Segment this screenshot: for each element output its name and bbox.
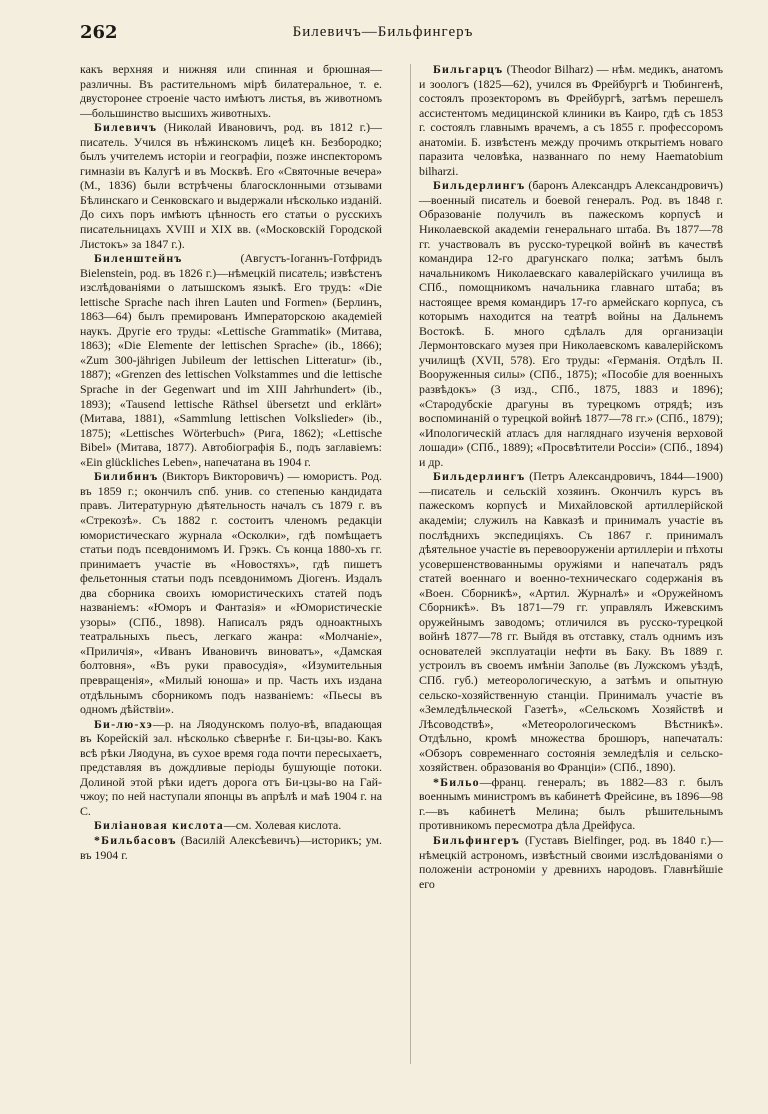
- dictionary-entry: [80, 818, 382, 833]
- entry-headword: Бильдерлингъ: [433, 178, 526, 193]
- entry-continuation: [80, 62, 382, 120]
- entry-text: какъ верхняя и нижняя или спинная и брюшная—различны. Въ растительномъ мірѣ билатеральное, т. е. двусторонее строеніе часто имѣютъ листья, въ животномъ—большинство высшихъ животныхъ.: [80, 62, 382, 120]
- entry-text: (Викторъ Викторовичъ) — юмористъ. Род. въ 1859 г.; окончилъ спб. унив. со степенью кандидата правъ. Литературную дѣятельность началъ съ 1879 г. въ «Стрекозѣ». Съ 1882 г. состоитъ членомъ редакціи юмористическаго журнала «Осколки», гдѣ помѣщаетъ статьи подъ псевдонимомъ И. Грэкъ. Съ конца 1880-хъ гг. принимаетъ участіе въ «Новостяхъ», гдѣ пишетъ фельетонныя статьи подъ псевдонимомъ Діогенъ. Издалъ два сборника своихъ юмористическихъ статей подъ названіемъ: «Юморъ и Фантазія» и «Юмористическіе узоры» (СПб., 1898). Написалъ рядъ одноактныхъ театральныхъ пьесъ, легкаго жанра: «Молчаніе», «Приличія», «Иванъ Ивановичъ виноватъ», «Дамская болтовня», «Въ руки правосудія», «Изумительныя превращенія», «Милый юноша» и пр. Часть ихъ издана отдѣльнымъ сборникомъ подъ названіемъ: «Пьесы въ одномъ дѣйствіи».: [80, 469, 382, 717]
- entry-headword: Бильфингеръ: [433, 832, 520, 847]
- dictionary-entry: [80, 717, 382, 819]
- dictionary-entry: [419, 62, 723, 178]
- entry-headword: Билевичъ: [94, 120, 158, 135]
- entry-headword: *Бильбасовъ: [94, 832, 177, 847]
- entry-text: (Василій Алексѣевичъ)—историкъ; ум. въ 1904 г.: [80, 832, 382, 862]
- dictionary-entry: [80, 469, 382, 716]
- dictionary-entry: [419, 178, 723, 469]
- entry-headword: Бильгарцъ: [433, 62, 504, 76]
- page-header: [80, 22, 686, 48]
- entry-headword: *Бильо: [433, 774, 480, 789]
- dictionary-entry: [80, 251, 382, 469]
- dictionary-entry: [419, 833, 723, 891]
- entry-headword: Биленштейнъ: [94, 251, 183, 266]
- entry-text: (Theodor Bilharz) — нѣм. медикъ, анатомъ и зоологъ (1825—62), учился въ Фрейбургѣ и Тюбингенѣ, состоялъ прозекторомъ въ Фрейбургѣ, затѣмъ перешелъ ассистентомъ медицинской клиники въ Каиро, гдѣ съ 1853 г. состоялъ главнымъ врачемъ, а съ 1855 г. профессоромъ анатоміи. Б. извѣстенъ между прочимъ открытіемъ новаго паразита человѣка, названнаго по нему Haematobium bilharzi.: [419, 62, 723, 178]
- entry-headword: Бильдерлингъ: [433, 469, 526, 484]
- entry-headword: Билибинъ: [94, 469, 159, 484]
- entry-text: (Августъ-Іоганнъ-Готфридъ Bielenstein, род. въ 1826 г.)—нѣмецкій писатель; извѣстенъ изслѣдованіями о латышскомъ языкѣ. Его трудъ: «Die lettische Sprache nach ihren Lauten und Formen» (Берлинъ, 1863—64) былъ премированъ Императорскою академіей наукъ. Другіе его труды: «Lettische Grammatik» (Митава, 1863); «Die Elemente der lettischen Sprache» (ib., 1866); «Zum 300-jährigen Jubileum der lettischen Litteratur» (ib., 1887); «Grenzen des lettischen Volkstammes und die lettische Sprache in der Gegenwart und im XIII Jahrhundert» (ib., 1893); «Tausend lettische Räthsel übersetzt und erklärt» (Митава, 1881), «Sammlung lettischen Volkslieder» (ib., 1875); «Lettisches Wörterbuch» (Рига, 1862); «Lettische Bibel» (Митава, 1877). Автобіографія Б., подъ заглавіемъ: «Ein glückliches Leben», напечатана въ 1904 г.: [80, 251, 382, 469]
- left-column: [80, 62, 382, 862]
- column-divider: [410, 64, 411, 1064]
- page-number: 262: [80, 22, 118, 43]
- entry-text: (Николай Ивановичъ, род. въ 1812 г.)—писатель. Учился въ нѣжинскомъ лицеѣ кн. Безбородко; былъ учителемъ исторіи и географіи, позже инспекторомъ гимназіи въ Калугѣ и въ Москвѣ. Его «Святочные вечера» (М., 1836) были встрѣчены благосклонными отзывами Бѣлинскаго и Сенковскаго и выдержали нѣсколько изданій. До сихъ поръ имѣютъ цѣнность его статьи о русскихъ писательницахъ XVIII и XIX вв. («Московскій Городской Листокъ» за 1847 г.).: [80, 120, 382, 251]
- dictionary-entry: [80, 833, 382, 862]
- entry-text: —см. Холевая кислота.: [223, 818, 342, 833]
- dictionary-entry: [419, 775, 723, 833]
- running-head: Билевичъ—Бильфингеръ: [292, 24, 474, 40]
- entry-text: —франц. генералъ; въ 1882—83 г. былъ военнымъ министромъ въ кабинетѣ Фрейсине, въ 1896—98 г.—въ кабинетѣ Мелина; былъ рѣшительнымъ противникомъ пересмотра дѣла Дрейфуса.: [419, 774, 723, 833]
- entry-text: (баронъ Александръ Александровичъ)—военный писатель и боевой генералъ. Род. въ 1848 г. Образованіе получилъ въ пажескомъ корпусѣ и Николаевской академіи генеральнаго штаба. Въ 1877—78 гг. участвовалъ въ русско-турецкой войнѣ въ качествѣ командира 12-го драгунскаго полка; затѣмъ былъ начальникомъ Николаевскаго кавалерійскаго училища въ СПб., помощникомъ начальника главнаго штаба; въ настоящее время командиръ 17-го армейскаго корпуса, съ которымъ находится на театрѣ войны на Дальнемъ Востокѣ. Б. много сдѣлалъ для организаціи Лермонтовскаго музея при Николаевскомъ кавалерійскомъ училищѣ (XVII, 578). Его труды: «Германія. Отдѣлъ II. Вооруженныя силы» (СПб., 1875); «Пособіе для военныхъ развѣдокъ» (3 изд., СПб., 1875, 1883 и 1896); «Стародубскіе драгуны въ турецкомъ отрядѣ; изъ воспоминаній о турецкой войнѣ 1877—78 гг.» (СПб., 1879); «Ипологическій атласъ для нагляднаго изученія верховой лошади» (СПб., 1889); «Просвѣтители Россіи» (СПб., 1894) и др.: [419, 178, 723, 469]
- entry-text: (Густавъ Bielfinger, род. въ 1840 г.)—нѣмецкій астрономъ, извѣстный своими изслѣдованіями о положеніи астрономіи у древнихъ народовъ. Главнѣйшіе его: [419, 832, 723, 891]
- dictionary-entry: [80, 120, 382, 251]
- entry-headword: Би-лю-хэ: [94, 716, 153, 731]
- entry-text: (Петръ Александровичъ, 1844—1900)—писатель и сельскій хозяинъ. Окончилъ курсъ въ пажескомъ корпусѣ и Михайловской артиллерійской академіи; служилъ на Кавказѣ и принималъ участіе въ послѣднихъ экспедиціяхъ. Съ 1867 г. принималъ дѣятельное участіе въ перевооруженіи артиллеріи и пѣхоты усовершенствованнымы оружіями и напечаталъ рядъ статей военнаго и военно-техническаго содержанія въ «Воен. Сборникѣ», «Артил. Журналѣ» и «Оружейномъ Сборникѣ». Въ 1871—79 гг. управлялъ Ижевскимъ оружейнымъ заводомъ; отличился въ русско-турецкой войнѣ 1877—78 гг. Выйдя въ отставку, сталъ однимъ изъ основателей эксплуатаціи нефти въ Баку. Въ 1889 г. устроилъ въ своемъ имѣніи Заполье (въ Лужскомъ уѣздѣ, СПб. губ.) метеорологическую, а затѣмъ и опытную сельско-хозяйственную станціи. Принималъ участіе въ «Земледѣльческой Газетѣ», «Сельскомъ Хозяйствѣ и Лѣсоводствѣ», «Метеорологическомъ Вѣстникѣ». Отдѣльно, кромѣ множества брошюръ, напечаталъ: «Обзоръ современнаго состоянія земледѣлія и сельско-хозяйствен. образованія во Франціи» (СПб., 1890).: [419, 469, 723, 775]
- right-column: [419, 62, 723, 891]
- dictionary-entry: [419, 469, 723, 774]
- entry-text: —р. на Ляодунскомъ полуо-вѣ, впадающая въ Корейскій зал. нѣсколько сѣвернѣе г. Би-цзы-во. Какъ всѣ рѣки Ляодуна, въ сухое время года почти пересыхаетъ, представляя въ дождливые періоды бушующіе потоки. Долиной этой рѣки идетъ дорога отъ Би-цзы-во на Гай-чжоу; по ней наступали японцы въ апрѣлѣ и маѣ 1904 г. на С.: [80, 716, 382, 818]
- entry-headword: Биліановая кислота: [94, 818, 224, 833]
